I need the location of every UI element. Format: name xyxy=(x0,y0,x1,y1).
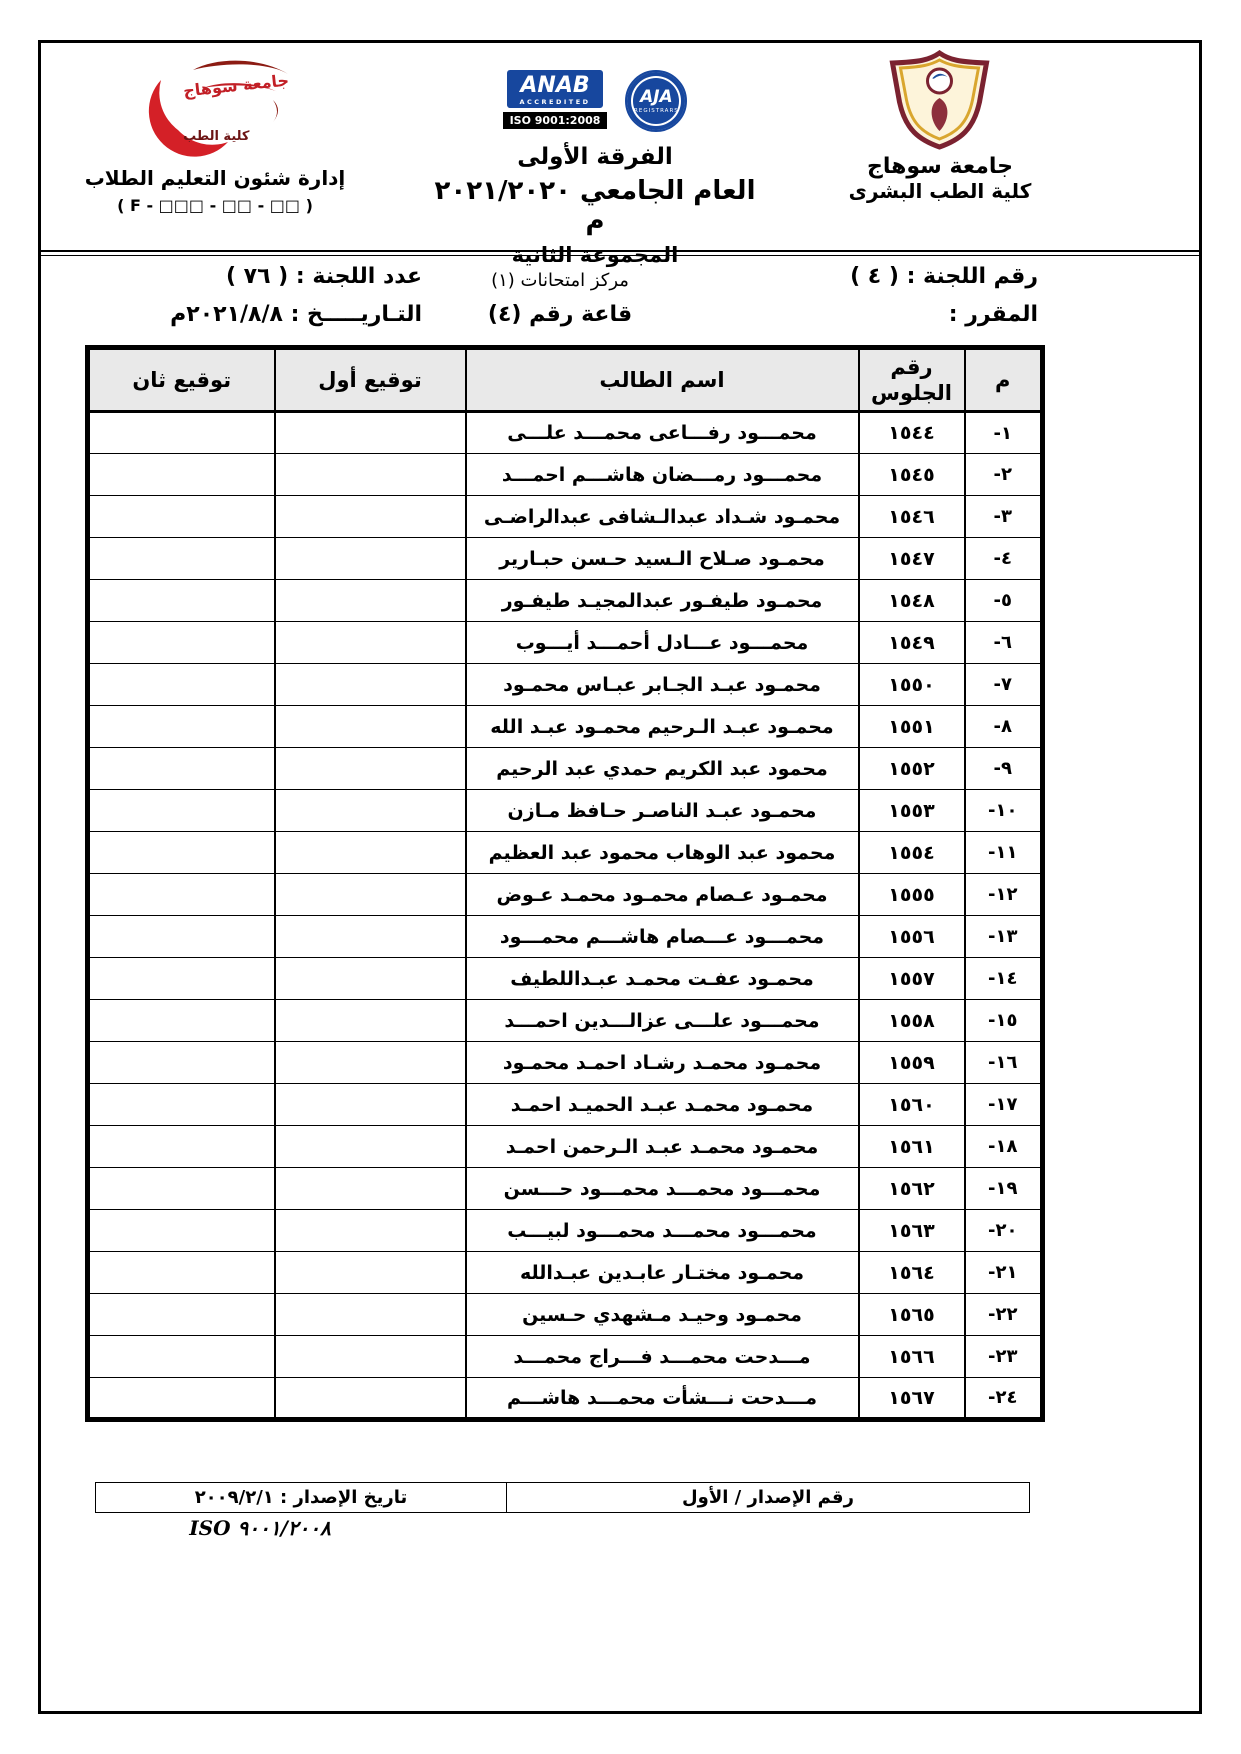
seat-number-cell: ١٥٦٣ xyxy=(859,1210,965,1252)
table-row xyxy=(88,832,1043,874)
table-row xyxy=(88,454,1043,496)
university-shield-icon xyxy=(886,50,994,150)
index-cell: ١٦- xyxy=(965,1042,1043,1084)
second-signature-cell xyxy=(88,748,275,790)
first-signature-cell xyxy=(275,958,466,1000)
index-cell: ١٧- xyxy=(965,1084,1043,1126)
second-signature-cell xyxy=(88,412,275,454)
student-name-cell: محمـــود رمـــضان هاشـــم احمـــد xyxy=(466,454,859,496)
first-signature-cell xyxy=(275,832,466,874)
student-name-cell: محمـــود عـــصام هاشـــم محمـــود xyxy=(466,916,859,958)
table-row xyxy=(88,496,1043,538)
second-signature-cell xyxy=(88,1378,275,1420)
student-name-cell: مـــدحت نـــشأت محمـــد هاشـــم xyxy=(466,1378,859,1420)
seat-number-cell: ١٥٤٩ xyxy=(859,622,965,664)
university-header xyxy=(830,50,1050,203)
index-cell: ١٠- xyxy=(965,790,1043,832)
table-row xyxy=(88,412,1043,454)
first-signature-cell xyxy=(275,1168,466,1210)
first-signature-cell xyxy=(275,916,466,958)
table-row xyxy=(88,706,1043,748)
department-header xyxy=(75,50,355,215)
first-signature-cell xyxy=(275,1126,466,1168)
first-signature-cell xyxy=(275,1336,466,1378)
index-cell: ٣- xyxy=(965,496,1043,538)
document-title-block xyxy=(425,70,765,267)
seat-number-cell: ١٥٤٧ xyxy=(859,538,965,580)
second-signature-cell xyxy=(88,1126,275,1168)
students-table xyxy=(85,345,1045,1422)
index-cell: ١- xyxy=(965,412,1043,454)
seat-number-cell: ١٥٥٧ xyxy=(859,958,965,1000)
anab-logo-icon xyxy=(503,70,608,129)
index-cell: ٩- xyxy=(965,748,1043,790)
header-index: م xyxy=(965,348,1043,412)
table-row xyxy=(88,664,1043,706)
index-cell: ٦- xyxy=(965,622,1043,664)
index-cell: ٢٠- xyxy=(965,1210,1043,1252)
second-signature-cell xyxy=(88,874,275,916)
table-row xyxy=(88,538,1043,580)
student-name-cell: محمـود محمـد عبـد الـرحمن احمـد xyxy=(466,1126,859,1168)
table-row xyxy=(88,1294,1043,1336)
committee-number-label: رقم اللجنة : ( ٤ ) xyxy=(850,264,1038,289)
anab-label: ANAB xyxy=(520,73,590,98)
student-name-cell: محمـود طيفـور عبدالمجيـد طيفـور xyxy=(466,580,859,622)
university-name: جامعة سوهاج xyxy=(867,154,1013,179)
second-signature-cell xyxy=(88,1294,275,1336)
first-signature-cell xyxy=(275,1084,466,1126)
first-signature-cell xyxy=(275,622,466,664)
first-signature-cell xyxy=(275,412,466,454)
first-signature-cell xyxy=(275,664,466,706)
seat-number-cell: ١٥٥٦ xyxy=(859,916,965,958)
seat-number-cell: ١٥٦٠ xyxy=(859,1084,965,1126)
second-signature-cell xyxy=(88,454,275,496)
form-code: ( F - □□□ - □□ - □□ ) xyxy=(117,196,313,215)
table-row xyxy=(88,916,1043,958)
index-cell: ٢١- xyxy=(965,1252,1043,1294)
table-row xyxy=(88,958,1043,1000)
seat-number-cell: ١٥٤٦ xyxy=(859,496,965,538)
index-cell: ٧- xyxy=(965,664,1043,706)
second-signature-cell xyxy=(88,790,275,832)
issue-info-table xyxy=(95,1482,1030,1513)
grade-title: الفرقة الأولى xyxy=(517,144,673,170)
index-cell: ٨- xyxy=(965,706,1043,748)
second-signature-cell xyxy=(88,622,275,664)
table-row xyxy=(88,580,1043,622)
index-cell: ١٤- xyxy=(965,958,1043,1000)
first-signature-cell xyxy=(275,706,466,748)
seat-number-cell: ١٥٥١ xyxy=(859,706,965,748)
header-separator-line xyxy=(41,250,1199,256)
seat-number-cell: ١٥٤٤ xyxy=(859,412,965,454)
student-name-cell: محمـود صـلاح الـسيد حـسن حبـارير xyxy=(466,538,859,580)
second-signature-cell xyxy=(88,1210,275,1252)
aja-logo-icon xyxy=(625,70,687,132)
header-first-signature: توقيع أول xyxy=(275,348,466,412)
committee-count-label: عدد اللجنة : ( ٧٦ ) xyxy=(225,264,422,289)
index-cell: ٢- xyxy=(965,454,1043,496)
issue-number-cell: رقم الإصدار / الأول xyxy=(506,1483,1029,1513)
iso-certification-label: ISO ٩٠٠١/٢٠٠٨ xyxy=(189,1516,331,1540)
student-name-cell: محمـود شـداد عبدالـشافى عبدالراضـى xyxy=(466,496,859,538)
second-signature-cell xyxy=(88,1000,275,1042)
student-name-cell: محمـود محمـد رشـاد احمـد محمـود xyxy=(466,1042,859,1084)
hall-number-label: قاعة رقم (٤) xyxy=(487,302,633,327)
first-signature-cell xyxy=(275,1042,466,1084)
second-signature-cell xyxy=(88,664,275,706)
student-name-cell: مـــدحت محمـــد فـــراج محمـــد xyxy=(466,1336,859,1378)
student-name-cell: محمـود وحيـد مـشهدي حـسين xyxy=(466,1294,859,1336)
exam-date-label: التـاريـــــخ : ٢٠٢١/٨/٨م xyxy=(170,302,422,327)
first-signature-cell xyxy=(275,790,466,832)
certification-logos xyxy=(425,70,765,132)
second-signature-cell xyxy=(88,1042,275,1084)
second-signature-cell xyxy=(88,496,275,538)
student-name-cell: محمـــود محمـــد محمـــود حـــسن xyxy=(466,1168,859,1210)
second-signature-cell xyxy=(88,1336,275,1378)
first-signature-cell xyxy=(275,580,466,622)
seat-number-cell: ١٥٦٦ xyxy=(859,1336,965,1378)
student-name-cell: محمـــود رفـــاعى محمـــد علـــى xyxy=(466,412,859,454)
anab-accredited-label: ACCREDITED xyxy=(519,98,591,106)
second-signature-cell xyxy=(88,538,275,580)
table-row xyxy=(88,1378,1043,1420)
seat-number-cell: ١٥٦٢ xyxy=(859,1168,965,1210)
seat-number-cell: ١٥٦٤ xyxy=(859,1252,965,1294)
table-row xyxy=(88,622,1043,664)
student-name-cell: محمـــود عـــادل أحمـــد أيـــوب xyxy=(466,622,859,664)
seat-number-cell: ١٥٥٩ xyxy=(859,1042,965,1084)
index-cell: ٤- xyxy=(965,538,1043,580)
first-signature-cell xyxy=(275,1378,466,1420)
seat-number-cell: ١٥٥٢ xyxy=(859,748,965,790)
first-signature-cell xyxy=(275,496,466,538)
second-signature-cell xyxy=(88,1084,275,1126)
first-signature-cell xyxy=(275,454,466,496)
seat-number-cell: ١٥٤٨ xyxy=(859,580,965,622)
index-cell: ٢٤- xyxy=(965,1378,1043,1420)
student-name-cell: محمـود مختـار عابـدين عبـدالله xyxy=(466,1252,859,1294)
student-name-cell: محمـود عبـد الناصـر حـافظ مـازن xyxy=(466,790,859,832)
crescent-logo-faculty-text: كلية الطب xyxy=(183,129,250,144)
table-row xyxy=(88,790,1043,832)
first-signature-cell xyxy=(275,1000,466,1042)
table-row xyxy=(88,1168,1043,1210)
student-name-cell: محمـود محمـد عبـد الحميـد احمـد xyxy=(466,1084,859,1126)
crescent-logo-university-text: جامعة سوهاج xyxy=(182,70,291,101)
student-name-cell: محمود عبد الوهاب محمود عبد العظيم xyxy=(466,832,859,874)
student-name-cell: محمـود عبـد الجـابر عبـاس محمـود xyxy=(466,664,859,706)
course-label: المقرر : xyxy=(948,302,1038,327)
first-signature-cell xyxy=(275,1252,466,1294)
index-cell: ٢٣- xyxy=(965,1336,1043,1378)
faculty-crescent-icon xyxy=(123,50,308,158)
second-signature-cell xyxy=(88,832,275,874)
index-cell: ١٩- xyxy=(965,1168,1043,1210)
student-name-cell: محمـود عبـد الـرحيم محمـود عبـد الله xyxy=(466,706,859,748)
header-second-signature: توقيع ثان xyxy=(88,348,275,412)
student-name-cell: محمـود عفـت محمـد عبـداللطيف xyxy=(466,958,859,1000)
header-seat-number: رقم الجلوس xyxy=(859,348,965,412)
second-signature-cell xyxy=(88,706,275,748)
index-cell: ١٥- xyxy=(965,1000,1043,1042)
faculty-name: كلية الطب البشرى xyxy=(848,179,1032,203)
issue-date-cell: تاريخ الإصدار : ٢٠٠٩/٢/١ xyxy=(96,1483,507,1513)
second-signature-cell xyxy=(88,580,275,622)
header-student-name: اسم الطالب xyxy=(466,348,859,412)
seat-number-cell: ١٥٥٠ xyxy=(859,664,965,706)
department-name: إدارة شئون التعليم الطلاب xyxy=(84,166,346,190)
table-row xyxy=(88,874,1043,916)
seat-number-cell: ١٥٦٧ xyxy=(859,1378,965,1420)
iso-9001-badge: ISO 9001:2008 xyxy=(503,112,608,129)
seat-number-cell: ١٥٦١ xyxy=(859,1126,965,1168)
student-name-cell: محمـــود محمـــد محمـــود لبيـــب xyxy=(466,1210,859,1252)
index-cell: ١١- xyxy=(965,832,1043,874)
aja-label: AJA xyxy=(640,86,673,107)
index-cell: ١٨- xyxy=(965,1126,1043,1168)
student-name-cell: محمـود عـصام محمـود محمـد عـوض xyxy=(466,874,859,916)
table-row xyxy=(88,1084,1043,1126)
table-row xyxy=(88,1252,1043,1294)
index-cell: ٢٢- xyxy=(965,1294,1043,1336)
first-signature-cell xyxy=(275,538,466,580)
student-name-cell: محمـــود علـــى عزالـــدين احمـــد xyxy=(466,1000,859,1042)
group-title: المجموعة الثانية xyxy=(511,243,679,267)
aja-registrars-label: REGISTRARS xyxy=(634,107,679,114)
seat-number-cell: ١٥٦٥ xyxy=(859,1294,965,1336)
seat-number-cell: ١٥٥٨ xyxy=(859,1000,965,1042)
first-signature-cell xyxy=(275,1210,466,1252)
first-signature-cell xyxy=(275,1294,466,1336)
second-signature-cell xyxy=(88,1252,275,1294)
second-signature-cell xyxy=(88,916,275,958)
student-name-cell: محمود عبد الكريم حمدي عبد الرحيم xyxy=(466,748,859,790)
table-row xyxy=(88,1126,1043,1168)
second-signature-cell xyxy=(88,958,275,1000)
table-row xyxy=(88,1210,1043,1252)
seat-number-cell: ١٥٤٥ xyxy=(859,454,965,496)
index-cell: ٥- xyxy=(965,580,1043,622)
student-rows xyxy=(88,412,1043,1420)
seat-number-cell: ١٥٥٥ xyxy=(859,874,965,916)
table-row xyxy=(88,748,1043,790)
index-cell: ١٣- xyxy=(965,916,1043,958)
first-signature-cell xyxy=(275,748,466,790)
seat-number-cell: ١٥٥٤ xyxy=(859,832,965,874)
academic-year-title: العام الجامعي ٢٠٢١/٢٠٢٠ م xyxy=(434,176,756,236)
first-signature-cell xyxy=(275,874,466,916)
table-row xyxy=(88,1000,1043,1042)
students-table-header xyxy=(88,348,1043,412)
second-signature-cell xyxy=(88,1168,275,1210)
table-row xyxy=(88,1336,1043,1378)
index-cell: ١٢- xyxy=(965,874,1043,916)
table-row xyxy=(88,1042,1043,1084)
exam-center-label: مركز امتحانات (١) xyxy=(491,270,629,291)
seat-number-cell: ١٥٥٣ xyxy=(859,790,965,832)
